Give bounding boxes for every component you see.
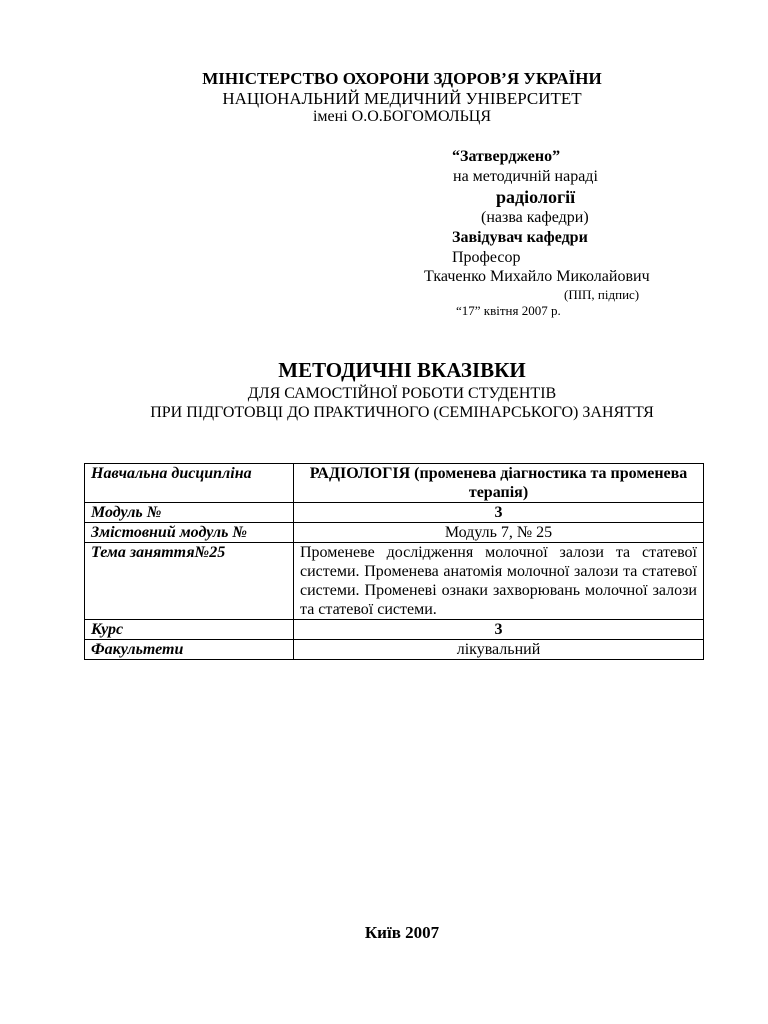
approval-date: “17” квітня 2007 р.: [456, 303, 561, 318]
row-value-content-module: Модуль 7, № 25: [294, 523, 704, 543]
approval-head-name: Ткаченко Михайло Миколайович: [424, 268, 650, 285]
row-value-discipline: РАДІОЛОГІЯ (променева діагностика та променева терапія): [294, 464, 704, 503]
row-label-course: Курс: [85, 620, 294, 640]
approval-department-caption: (назва кафедри): [481, 209, 589, 226]
table-row: [85, 620, 704, 640]
document-title: МЕТОДИЧНІ ВКАЗІВКИ: [278, 358, 526, 382]
approval-department: радіології: [496, 187, 576, 207]
ministry-heading: МІНІСТЕРСТВО ОХОРОНИ ЗДОРОВ’Я УКРАЇНИ: [202, 69, 602, 88]
table-row: [85, 464, 704, 503]
table-row: [85, 503, 704, 523]
row-value-lesson-topic: Променеве дослідження молочної залози та статевої системи. Променева анатомія молочної залози та статевої системи. Променеві ознаки захворювань молочної залози та статевої системи.: [294, 543, 704, 620]
table-row: [85, 523, 704, 543]
university-named-after: імені О.О.БОГОМОЛЬЦЯ: [312, 108, 492, 125]
row-value-module: 3: [294, 503, 704, 523]
row-value-faculties: лікувальний: [294, 640, 704, 660]
university-heading: НАЦІОНАЛЬНИЙ МЕДИЧНИЙ УНІВЕРСИТЕТ: [222, 89, 582, 108]
row-label-module: Модуль №: [85, 503, 294, 523]
row-label-faculties: Факультети: [85, 640, 294, 660]
table-row: [85, 640, 704, 660]
approval-head-title: Завідувач кафедри: [452, 229, 588, 246]
table-row: [85, 543, 704, 620]
city-year-footer: Київ 2007: [364, 923, 440, 942]
approval-meeting: на методичній нараді: [453, 168, 598, 185]
document-subtitle-1: ДЛЯ САМОСТІЙНОЇ РОБОТИ СТУДЕНТІВ: [247, 385, 557, 402]
row-value-course: 3: [294, 620, 704, 640]
course-info-table: [84, 463, 704, 660]
row-label-lesson-topic: Тема заняття№25: [85, 543, 294, 620]
document-subtitle-2: ПРИ ПІДГОТОВЦІ ДО ПРАКТИЧНОГО (СЕМІНАРСЬКОГО) ЗАНЯТТЯ: [150, 404, 654, 421]
approval-rank: Професор: [452, 249, 521, 266]
approval-heading: “Затверджено”: [452, 148, 561, 165]
row-label-discipline: Навчальна дисципліна: [85, 464, 294, 503]
approval-name-caption: (ПІП, підпис): [564, 287, 640, 302]
row-label-content-module: Змістовний модуль №: [85, 523, 294, 543]
